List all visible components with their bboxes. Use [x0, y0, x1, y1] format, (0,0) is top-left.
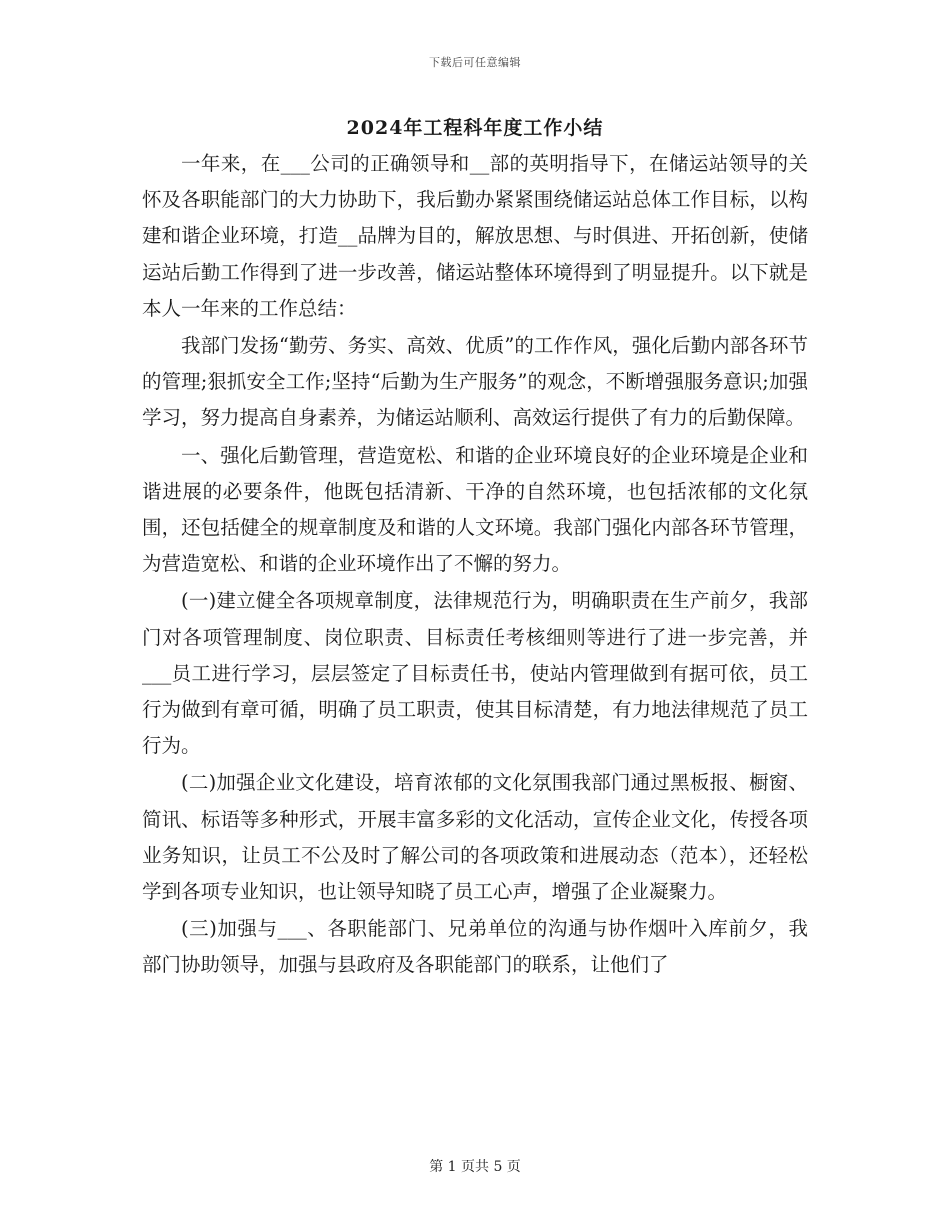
paragraph-subsection-3: (三)加强与___、各职能部门、兄弟单位的沟通与协作烟叶入库前夕，我部门协助领导，加强与县政府及各职能部门的联系，让他们了 [142, 917, 808, 977]
paragraph-subsection-1: (一)建立健全各项规章制度，法律规范行为，明确职责在生产前夕，我部门对各项管理制度、岗位职责、目标责任考核细则等进行了进一步完善，并___员工进行学习，层层签定了目标责任书，使站内管理做到有据可依，员工行为做到有章可循，明确了员工职责，使其目标清楚，有力地法律规范了员工行为。 [142, 589, 808, 758]
document-body [142, 146, 808, 985]
document-title: 2024年工程科年度工作小结 [346, 117, 604, 139]
header-note: 下载后可任意编辑 [429, 56, 521, 69]
paragraph-subsection-2: (二)加强企业文化建设，培育浓郁的文化氛围我部门通过黑板报、橱窗、简讯、标语等多种形式，开展丰富多彩的文化活动，宣传企业文化，传授各项业务知识，让员工不公及时了解公司的各项政策和进展动态（范本），还轻松学到各项专业知识，也让领导知晓了员工心声，增强了企业凝聚力。 [142, 771, 808, 904]
paragraph-work-style: 我部门发扬“勤劳、务实、高效、优质”的工作作风，强化后勤内部各环节的管理;狠抓安全工作;坚持“后勤为生产服务”的观念，不断增强服务意识;加强学习，努力提高自身素养，为储运站顺利、高效运行提供了有力的后勤保障。 [142, 334, 808, 430]
page-number: 第 1 页共 5 页 [429, 1159, 521, 1175]
paragraph-intro: 一年来，在___公司的正确领导和__部的英明指导下，在储运站领导的关怀及各职能部门的大力协助下，我后勤办紧紧围绕储运站总体工作目标，以构建和谐企业环境，打造__品牌为目的，解放思想、与时俱进、开拓创新，使储运站后勤工作得到了进一步改善，储运站整体环境得到了明显提升。以下就是本人一年来的工作总结： [142, 152, 808, 320]
paragraph-section-1: 一、强化后勤管理，营造宽松、和谐的企业环境良好的企业环境是企业和谐进展的必要条件，他既包括清新、干净的自然环境，也包括浓郁的文化氛围，还包括健全的规章制度及和谐的人文环境。我部门强化内部各环节管理，为营造宽松、和谐的企业环境作出了不懈的努力。 [142, 443, 808, 576]
